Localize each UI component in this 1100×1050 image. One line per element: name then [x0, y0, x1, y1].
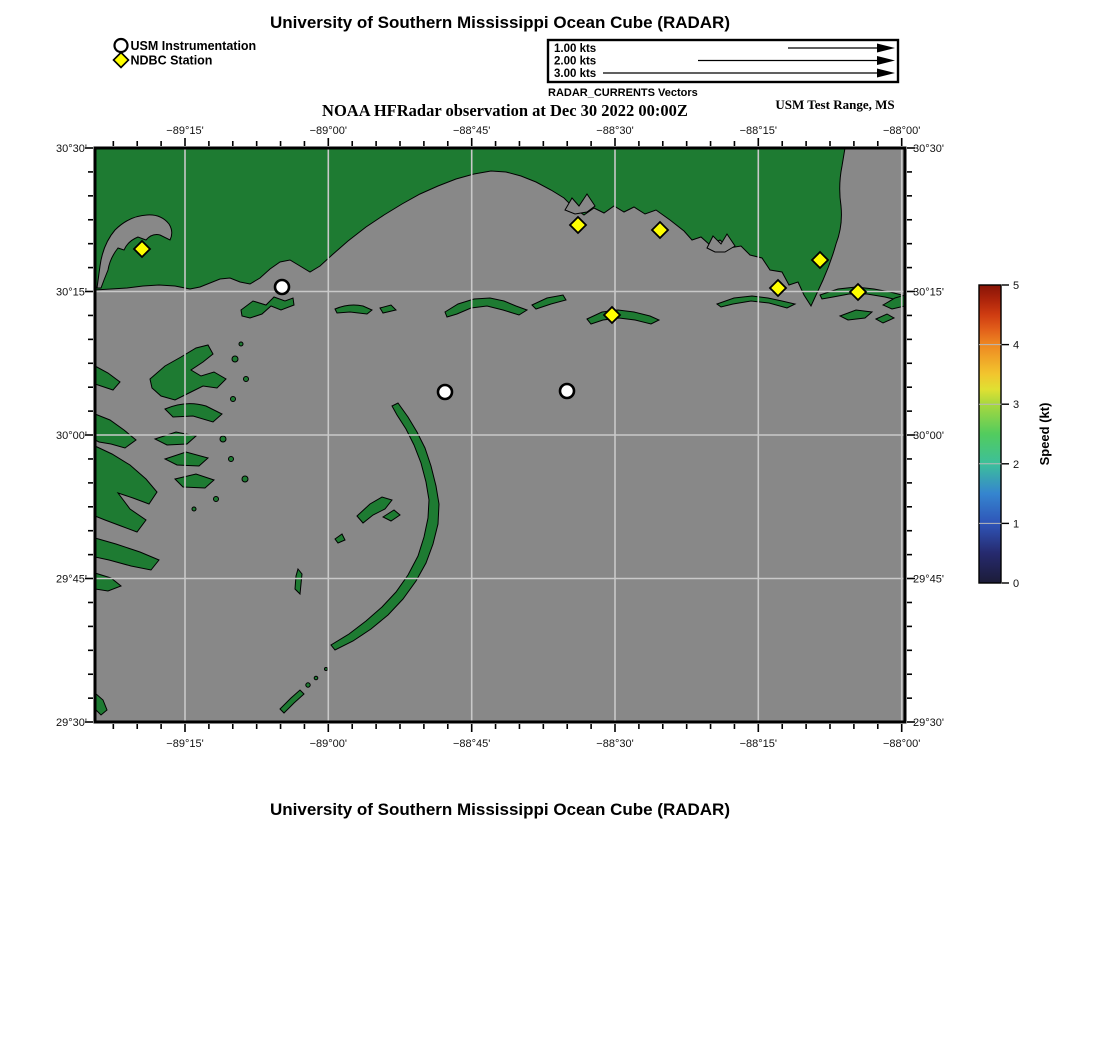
- x-axis-label-top: −88°15': [739, 125, 778, 137]
- usm-station-marker: [275, 280, 289, 294]
- observation-subtitle: NOAA HFRadar observation at Dec 30 2022 00:00Z: [322, 101, 688, 120]
- marsh-dot: [214, 497, 219, 502]
- chandeleur-tail-dot: [325, 668, 328, 671]
- y-axis-label-right: 30°00': [913, 430, 944, 442]
- y-axis-label-right: 30°15': [913, 286, 944, 299]
- usm-legend-marker-icon: [115, 39, 128, 52]
- y-axis-label-left: 30°15': [56, 286, 87, 299]
- x-axis-label-top: −89°00': [309, 125, 348, 137]
- marsh-dot: [231, 397, 236, 402]
- marker-legend: [114, 39, 257, 68]
- marsh-dot: [192, 507, 196, 511]
- test-range-label: USM Test Range, MS: [775, 97, 895, 112]
- y-axis-label-left: 30°00': [56, 430, 87, 442]
- x-axis-label-bottom: −89°00': [309, 738, 348, 750]
- y-axis-label-left: 29°30': [56, 717, 87, 729]
- y-axis-label-right: 30°30': [913, 143, 944, 155]
- marsh-dot: [239, 342, 243, 346]
- figure-title-top: University of Southern Mississippi Ocean Cube (RADAR): [269, 13, 731, 32]
- map-area: [95, 148, 905, 722]
- colorbar-tick-label: 0: [1013, 578, 1020, 590]
- x-axis-label-bottom: −88°30': [596, 738, 634, 750]
- scale-entry-label: 2.00 kts: [554, 55, 597, 68]
- x-axis-label-top: −89°15': [166, 125, 204, 137]
- vector-scale-box: [548, 40, 898, 82]
- x-axis-label-bottom: −88°00': [882, 738, 921, 750]
- y-axis-label-left: 29°45': [56, 573, 87, 586]
- chandeleur-tail-dot: [314, 676, 318, 680]
- scale-entry-label: 1.00 kts: [554, 43, 597, 55]
- marsh-dot: [242, 476, 248, 482]
- colorbar: [979, 280, 1052, 590]
- figure-title-bottom: University of Southern Mississippi Ocean Cube (RADAR): [269, 800, 731, 819]
- y-axis-label-right: 29°30': [913, 717, 944, 729]
- colorbar-gradient-bar: [979, 285, 1001, 583]
- colorbar-tick-label: 3: [1013, 399, 1020, 412]
- marsh-dot: [220, 436, 226, 442]
- marsh-dot: [232, 356, 238, 362]
- chandeleur-tail-dot: [306, 683, 310, 687]
- x-axis-label-bottom: −88°45': [452, 738, 491, 750]
- x-axis-label-bottom: −89°15': [166, 738, 204, 750]
- scale-entry-label: 3.00 kts: [554, 68, 597, 80]
- legend-label: USM Instrumentation: [130, 39, 257, 53]
- legend-label: NDBC Station: [130, 53, 213, 68]
- x-axis-label-top: −88°30': [596, 125, 634, 137]
- colorbar-tick-label: 2: [1013, 458, 1020, 471]
- marsh-dot: [244, 377, 249, 382]
- usm-station-marker: [560, 384, 574, 398]
- x-axis-label-top: −88°00': [882, 125, 921, 137]
- x-axis-label-bottom: −88°15': [739, 738, 778, 750]
- x-axis-label-top: −88°45': [452, 125, 491, 137]
- colorbar-tick-label: 5: [1013, 280, 1020, 292]
- y-axis-label-left: 30°30': [56, 143, 87, 155]
- y-axis-label-right: 29°45': [913, 573, 944, 586]
- colorbar-tick-label: 1: [1013, 518, 1020, 531]
- marsh-dot: [229, 457, 234, 462]
- ndbc-legend-marker-icon: [114, 53, 129, 68]
- vector-scale-caption: RADAR_CURRENTS Vectors: [548, 87, 698, 99]
- colorbar-axis-label: Speed (kt): [1037, 402, 1052, 466]
- colorbar-tick-label: 4: [1013, 339, 1020, 352]
- usm-station-marker: [438, 385, 452, 399]
